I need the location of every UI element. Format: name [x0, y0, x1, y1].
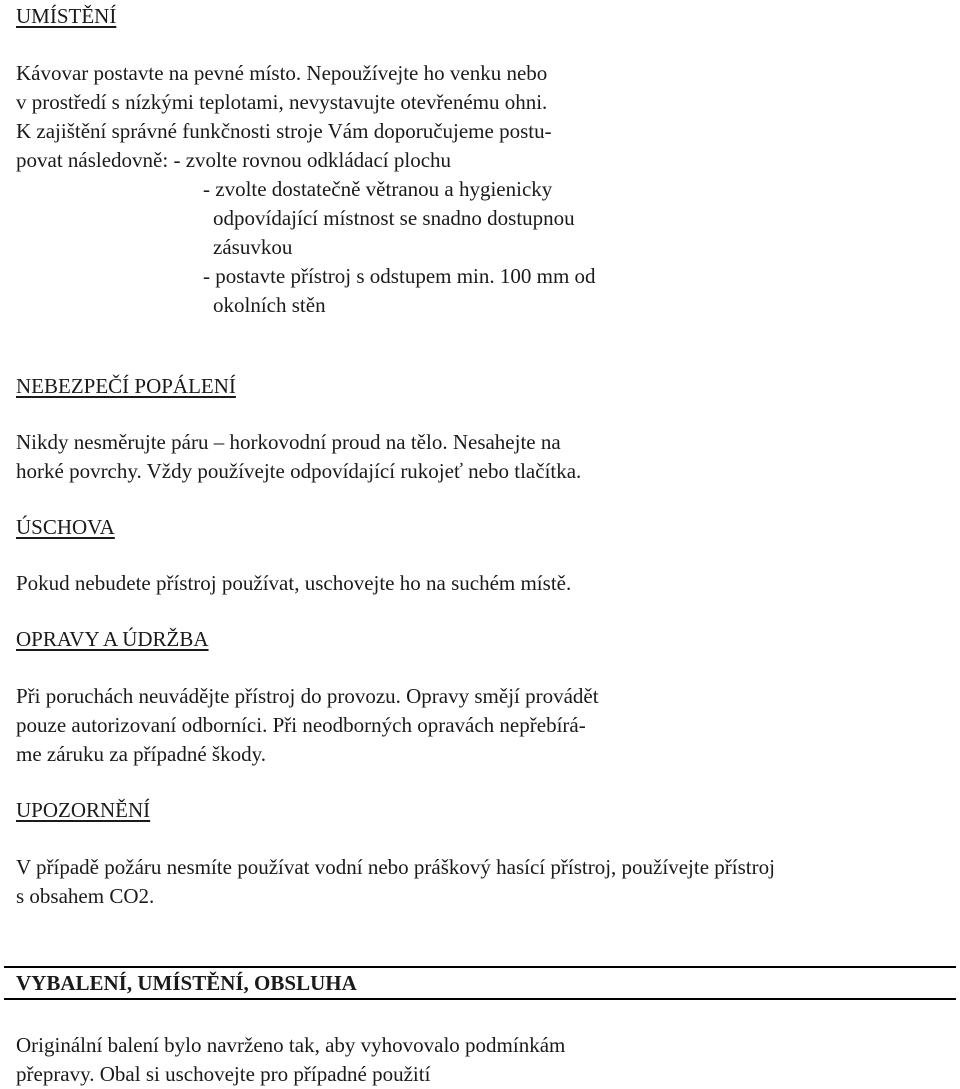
section-heading-umisteni: UMÍSTĚNÍ — [16, 4, 117, 28]
section-heading-vybaleni: VYBALENÍ, UMÍSTĚNÍ, OBSLUHA — [16, 971, 357, 995]
paragraph-line: Kávovar postavte na pevné místo. Nepoužívejte ho venku nebo — [16, 61, 548, 85]
section-heading-opravy: OPRAVY A ÚDRŽBA — [16, 627, 209, 651]
paragraph-line: me záruku za případné škody. — [16, 742, 266, 766]
paragraph-line: Při poruchách neuvádějte přístroj do provozu. Opravy smějí provádět — [16, 684, 599, 708]
paragraph-line: pouze autorizovaní odborníci. Při neodborných opravách nepřebírá- — [16, 713, 586, 737]
paragraph-line: Pokud nebudete přístroj používat, uschovejte ho na suchém místě. — [16, 571, 572, 595]
section-heading-upozorneni: UPOZORNĚNÍ — [16, 798, 151, 822]
paragraph-line: Originální balení bylo navrženo tak, aby vyhovovalo podmínkám — [16, 1033, 566, 1057]
list-item-continuation: zásuvkou — [213, 235, 293, 259]
paragraph-line: V případě požáru nesmíte používat vodní nebo práškový hasící přístroj, používejte přístroj — [16, 855, 775, 879]
paragraph-line: povat následovně: - zvolte rovnou odkládací plochu — [16, 148, 452, 172]
list-item-continuation: okolních stěn — [213, 293, 326, 317]
paragraph-line: Nikdy nesměrujte páru – horkovodní proud na tělo. Nesahejte na — [16, 430, 561, 454]
paragraph-line: s obsahem CO2. — [16, 884, 155, 908]
section-heading-nebezpeci: NEBEZPEČÍ POPÁLENÍ — [16, 374, 236, 398]
list-item: - zvolte dostatečně větranou a hygienicky — [203, 177, 553, 201]
section-heading-uschova: ÚSCHOVA — [16, 515, 115, 539]
paragraph-line: K zajištění správné funkčnosti stroje Vám doporučujeme postu- — [16, 119, 552, 143]
paragraph-line: horké povrchy. Vždy používejte odpovídající rukojeť nebo tlačítka. — [16, 459, 582, 483]
list-item: - postavte přístroj s odstupem min. 100 mm od — [203, 264, 596, 288]
list-item-continuation: odpovídající místnost se snadno dostupnou — [213, 206, 575, 230]
paragraph-line: přepravy. Obal si uschovejte pro případné použití — [16, 1062, 431, 1086]
section-heading-box — [4, 966, 956, 1000]
paragraph-line: v prostředí s nízkými teplotami, nevystavujte otevřenému ohni. — [16, 90, 548, 114]
